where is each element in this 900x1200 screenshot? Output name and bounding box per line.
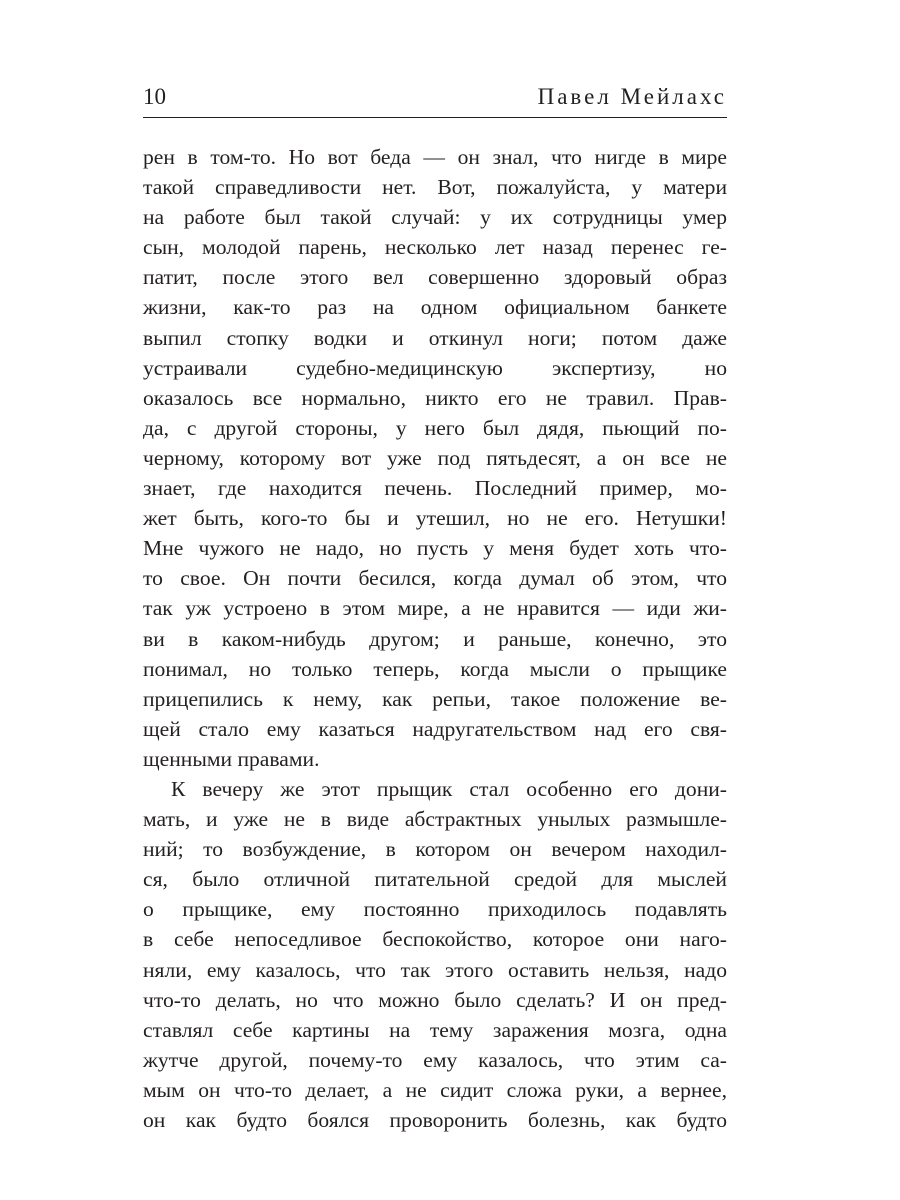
text-line: о прыщике, ему постоянно приходилось подавлять [143,897,727,922]
text-line: жизни, как-то раз на одном официальном банкете [143,295,727,320]
text-line: понимал, но только теперь, когда мысли о прыщике [143,656,727,681]
text-line: ви в каком-нибудь другом; и раньше, конечно, это [143,626,727,651]
text-line: патит, после этого вел совершенно здоровый образ [143,265,727,290]
text-line: ставлял себе картины на тему заражения мозга, одна [143,1017,727,1042]
text-line: прицепились к нему, как репьи, такое положение ве- [143,686,727,711]
text-line: в себе непоседливое беспокойство, которое они наго- [143,927,727,952]
text-line: то свое. Он почти бесился, когда думал об этом, что [143,566,727,591]
text-line: мать, и уже не в виде абстрактных унылых размышле- [143,807,727,832]
text-line: такой справедливости нет. Вот, пожалуйста, у матери [143,175,727,200]
paragraph-2 [143,774,727,1135]
text-line: что-то делать, но что можно было сделать? И он пред- [143,987,727,1012]
text-line: он как будто боялся проворонить болезнь, как будто [143,1108,727,1132]
text-line: щей стало ему казаться надругательством над его свя- [143,716,727,741]
text-line: черному, которому вот уже под пятьдесят, а он все не [143,445,727,470]
text-line: знает, где находится печень. Последний пример, мо- [143,476,727,501]
text-line: да, с другой стороны, у него был дядя, пьющий по- [143,415,727,440]
text-line: оказалось все нормально, никто его не травил. Прав- [143,385,727,410]
body-text [143,142,727,1135]
text-line: ний; то возбуждение, в котором он вечером находил- [143,837,727,862]
author-name: Павел Мейлахс [537,84,727,109]
header-rule [143,117,727,118]
text-line: К вечеру же этот прыщик стал особенно его дони- [171,776,727,801]
text-line: рен в том-то. Но вот беда — он знал, что нигде в мире [143,145,727,169]
text-line: Мне чужого не надо, но пусть у меня будет хоть что- [143,536,727,561]
text-line: так уж устроено в этом мире, а не нравится — иди жи- [143,596,727,621]
text-line: выпил стопку водки и откинул ноги; потом даже [143,325,727,350]
running-head [143,82,727,112]
text-line: няли, ему казалось, что так этого оставить нельзя, надо [143,957,727,982]
text-line: ся, было отличной питательной средой для мыслей [143,867,727,892]
text-line: сын, молодой парень, несколько лет назад перенес ге- [143,235,727,260]
text-line: жет быть, кого-то бы и утешил, но не его. Нетушки! [143,506,727,531]
text-line: устраивали судебно-медицинскую экспертизу, но [143,355,727,380]
text-line: на работе был такой случай: у их сотрудницы умер [143,205,727,230]
paragraph-1 [143,142,727,774]
page-number: 10 [143,84,166,109]
text-line: щенными правами. [143,746,320,771]
text-line: мым он что-то делает, а не сидит сложа руки, а вернее, [143,1077,727,1102]
text-line: жутче другой, почему-то ему казалось, что этим са- [143,1047,727,1072]
